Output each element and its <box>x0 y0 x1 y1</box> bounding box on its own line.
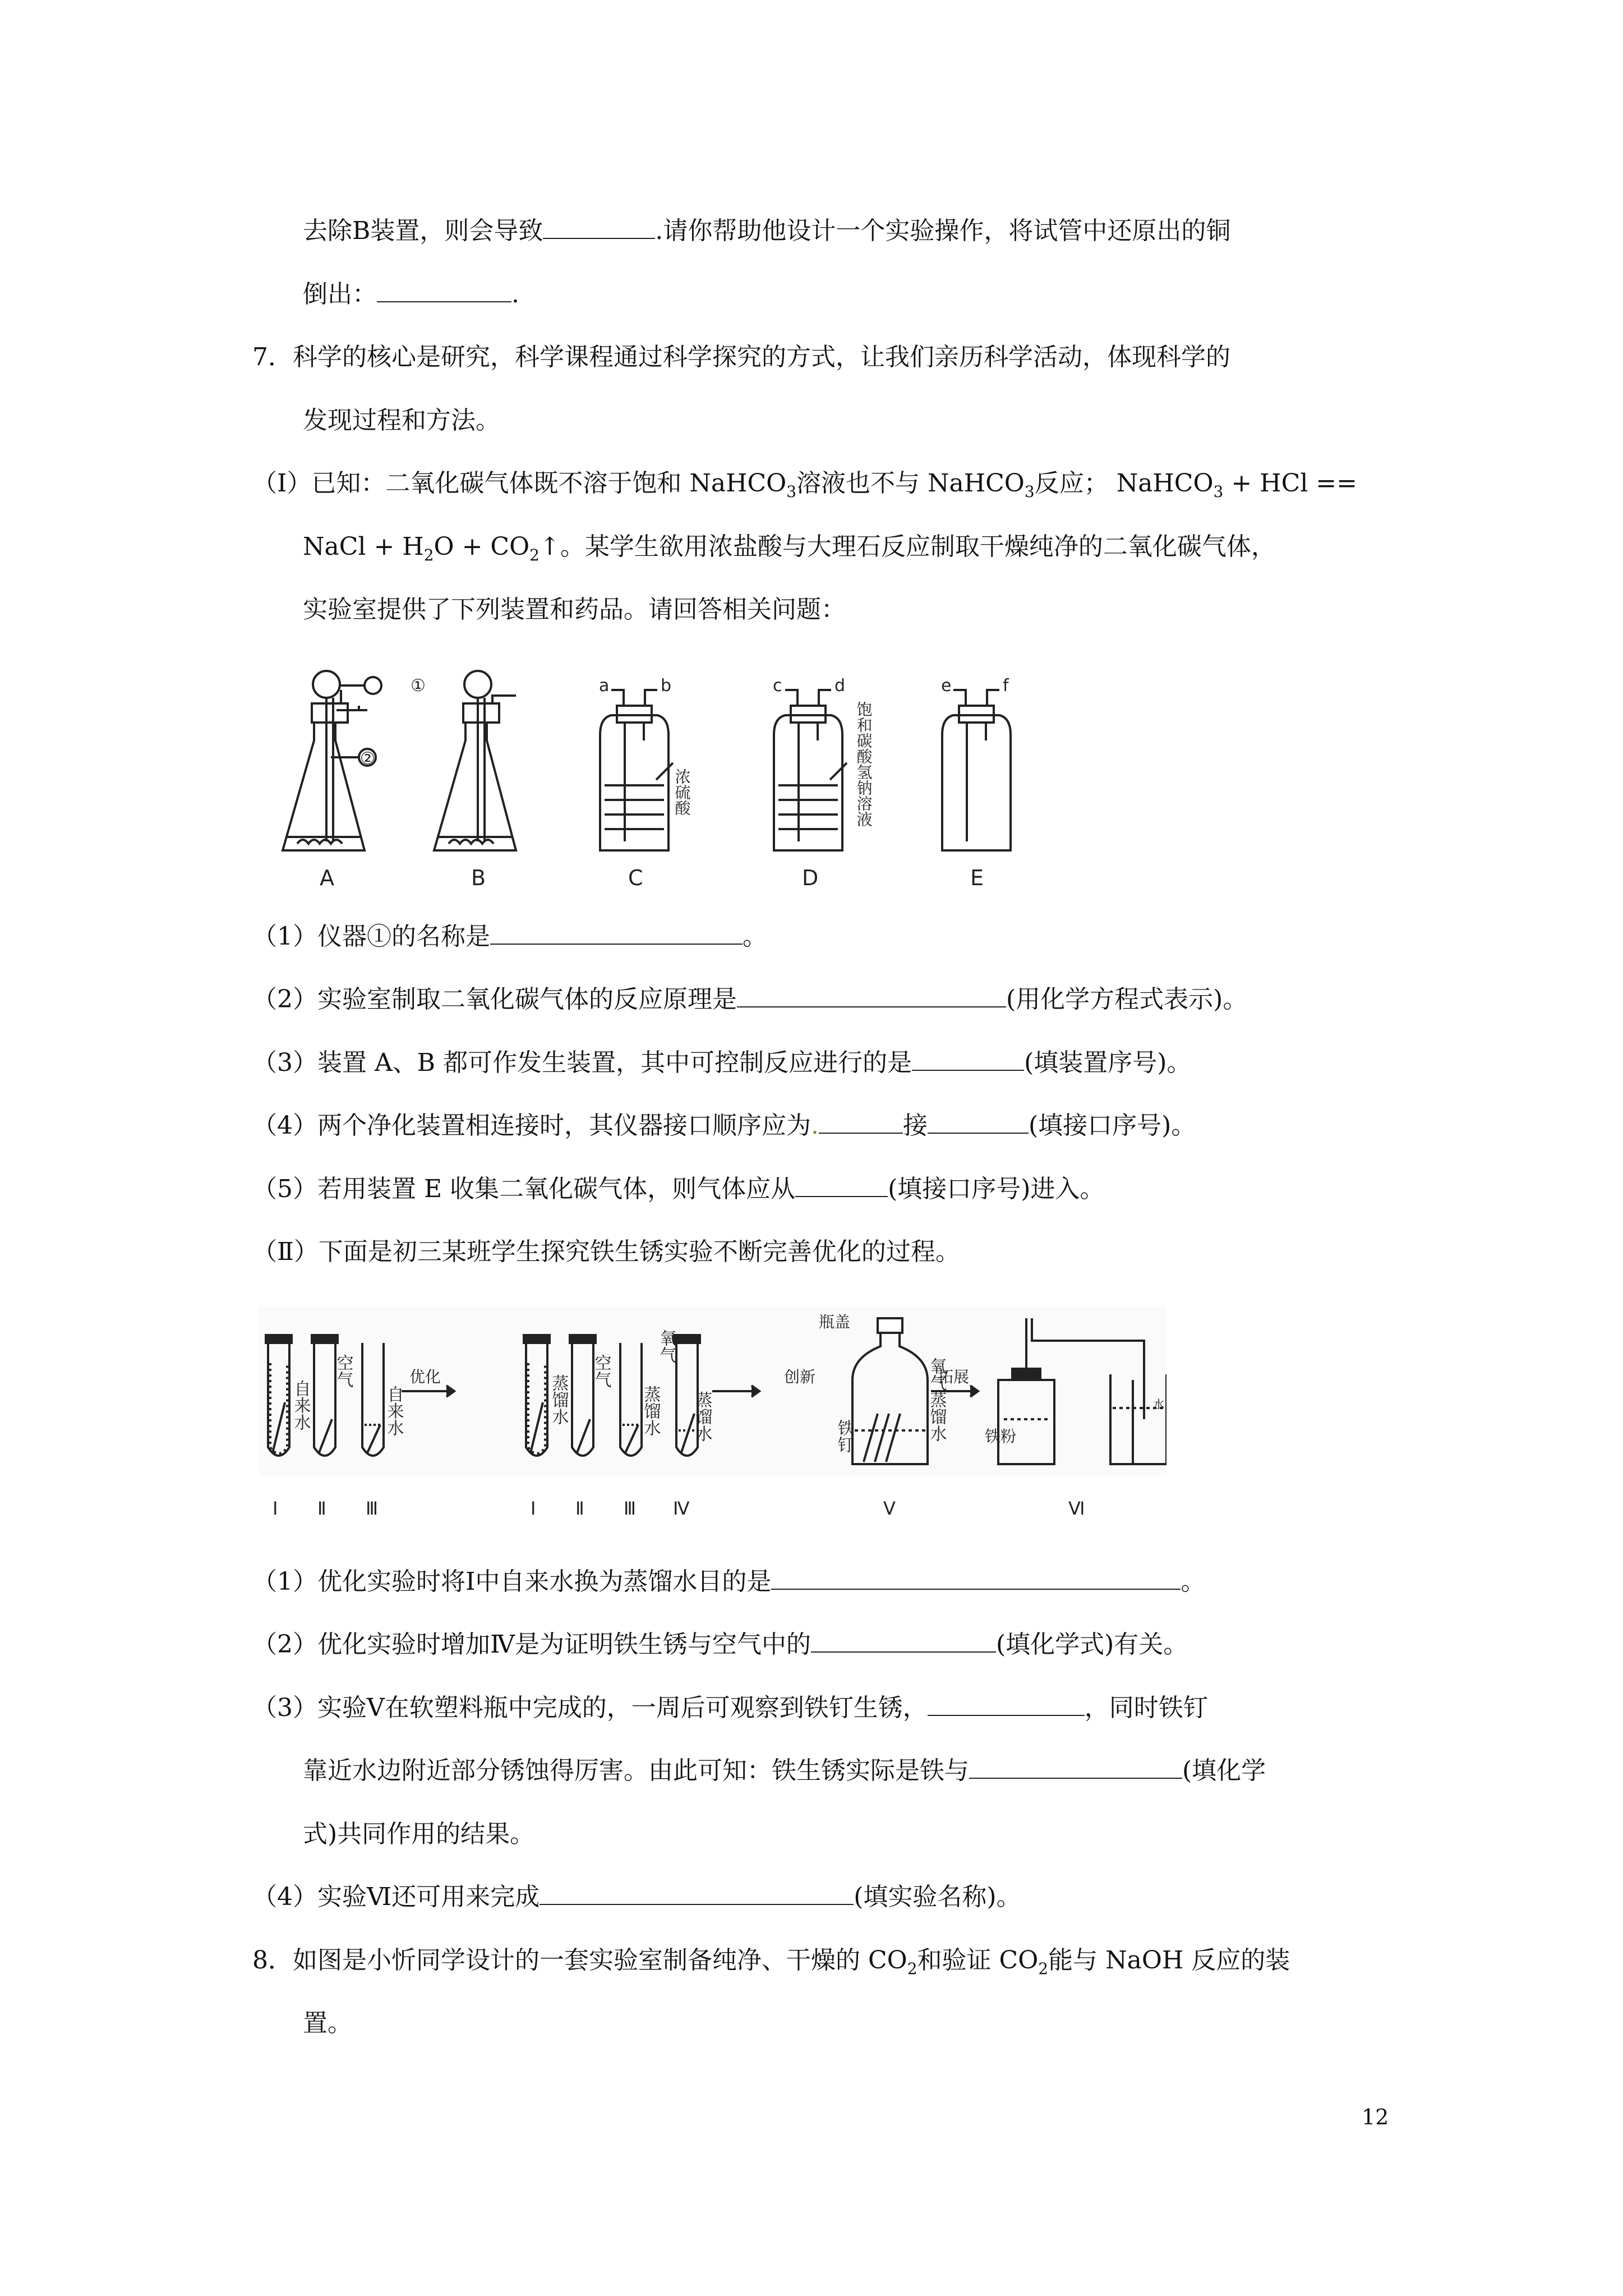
label-water: 水 <box>1153 1397 1164 1411</box>
label-oxygen-1: 氧气 <box>656 1329 676 1363</box>
label-circle-2: ② <box>360 749 375 769</box>
answer-blank[interactable] <box>819 1110 903 1134</box>
answer-blank[interactable] <box>912 1047 1024 1071</box>
part-2-intro: （Ⅱ）下面是初三某班学生探究铁生锈实验不断完善优化的过程。 <box>252 1237 960 1266</box>
label-distilled-2: 蒸馏水 <box>640 1386 661 1436</box>
roman-2b: Ⅱ <box>575 1498 584 1519</box>
port-e: e <box>941 676 952 696</box>
label-tap-water-2: 自来水 <box>384 1386 404 1436</box>
label-iron-powder: 铁粉 <box>985 1427 1017 1446</box>
port-f: f <box>1003 676 1009 696</box>
answer-blank[interactable] <box>377 279 511 302</box>
roman-2a: Ⅱ <box>317 1498 326 1519</box>
roman-4: Ⅳ <box>673 1498 690 1519</box>
line-pour-out: 倒出： . <box>303 280 519 309</box>
item-1-4: （4）两个净化装置相连接时，其仪器接口顺序应为. 接 (填接口序号)。 <box>252 1111 1196 1140</box>
label-a: A <box>320 866 334 890</box>
answer-blank[interactable] <box>540 1881 854 1905</box>
question-7-cont: 发现过程和方法。 <box>303 406 500 435</box>
port-c: c <box>773 676 782 696</box>
label-iron-nail: 铁钉 <box>834 1419 854 1453</box>
label-e: E <box>970 866 984 890</box>
roman-1b: Ⅰ <box>531 1498 536 1519</box>
item-1-1: （1）仪器①的名称是 。 <box>252 922 767 951</box>
item-2-3-cont2: 式)共同作用的结果。 <box>303 1820 535 1848</box>
item-2-4: （4）实验Ⅵ还可用来完成 (填实验名称)。 <box>252 1883 1021 1911</box>
apparatus-e <box>942 690 1011 850</box>
item-1-2: （2）实验室制取二氧化碳气体的反应原理是 (用化学方程式表示)。 <box>252 985 1248 1014</box>
label-oxygen-distilled: 氧气蒸馏水 <box>926 1358 947 1442</box>
port-b: b <box>661 676 672 696</box>
item-2-3-cont: 靠近水边附近部分锈蚀得厉害。由此可知：铁生锈实际是铁与 (填化学 <box>303 1756 1266 1785</box>
item-2-2: （2）优化实验时增加Ⅳ是为证明铁生锈与空气中的 (填化学式)有关。 <box>252 1630 1188 1659</box>
question-8: 8．如图是小忻同学设计的一套实验室制备纯净、干燥的 $CO_2$和验证 $CO_2$能与 NaOH 反应的装 <box>252 1946 1290 1978</box>
label-optimize: 优化 <box>409 1368 441 1386</box>
apparatus-figure <box>275 656 1015 892</box>
label-b: B <box>471 866 486 890</box>
roman-1a: Ⅰ <box>273 1498 278 1519</box>
label-extend: 拓展 <box>938 1368 970 1386</box>
part-1-prompt: 实验室提供了下列装置和药品。请回答相关问题： <box>303 595 846 624</box>
apparatus-d <box>774 690 847 850</box>
answer-blank[interactable] <box>795 1174 888 1197</box>
roman-3b: Ⅲ <box>624 1498 637 1519</box>
label-d: D <box>802 866 819 890</box>
roman-3a: Ⅲ <box>366 1498 379 1519</box>
port-a: a <box>599 676 610 696</box>
label-air-2: 空气 <box>591 1354 611 1388</box>
label-circle-1: ① <box>411 676 426 696</box>
answer-blank[interactable] <box>928 1692 1085 1716</box>
part-1-known: （Ⅰ）已知：二氧化碳气体既不溶于饱和 NaHCO$_3$溶液也不与 NaHCO$_3$反应； NaHCO$_3$ + HCl == <box>252 469 1358 501</box>
roman-6: Ⅵ <box>1068 1498 1085 1519</box>
part-1-equation: NaCl + $H_2O$ + $CO_2↑$。某学生欲用浓盐酸与大理石反应制取干燥纯净的二氧化碳气体， <box>303 532 1276 564</box>
answer-blank[interactable] <box>490 921 743 945</box>
label-c: C <box>628 866 643 890</box>
label-distilled-3: 蒸馏水 <box>692 1391 712 1442</box>
page-number: 12 <box>1362 2105 1389 2129</box>
answer-blank[interactable] <box>543 215 655 239</box>
answer-blank[interactable] <box>928 1110 1029 1134</box>
answer-blank[interactable] <box>811 1629 996 1653</box>
label-bottle-cap: 瓶盖 <box>819 1313 851 1331</box>
line-remove-b: 去除B装置，则会导致 .请你帮助他设计一个实验操作，将试管中还原出的铜 <box>303 217 1231 245</box>
question-8-cont: 置。 <box>303 2009 352 2037</box>
item-1-3: （3）装置 A、B 都可作发生装置，其中可控制反应进行的是 (填装置序号)。 <box>252 1048 1192 1077</box>
label-nahco3-solution: 饱和碳酸氢钠溶液 <box>854 701 873 827</box>
label-air-1: 空气 <box>333 1354 353 1388</box>
item-1-5: （5）若用装置 E 收集二氧化碳气体，则气体应从 (填接口序号)进入。 <box>252 1175 1105 1203</box>
rusting-figure <box>258 1307 1166 1537</box>
label-innovate: 创新 <box>784 1368 816 1386</box>
answer-blank[interactable] <box>737 984 1006 1007</box>
port-d: d <box>834 676 846 696</box>
item-2-1: （1）优化实验时将Ⅰ中自来水换为蒸馏水目的是 。 <box>252 1567 1206 1596</box>
roman-5: Ⅴ <box>883 1498 896 1519</box>
answer-blank[interactable] <box>969 1755 1182 1779</box>
label-conc-sulfuric-acid: 浓硫酸 <box>672 769 691 816</box>
apparatus-c <box>600 690 673 850</box>
label-distilled-1: 蒸馏水 <box>548 1374 569 1425</box>
item-2-3: （3）实验Ⅴ在软塑料瓶中完成的，一周后可观察到铁钉生锈， ，同时铁钉 <box>252 1694 1208 1722</box>
apparatus-b <box>434 671 516 850</box>
answer-blank[interactable] <box>771 1566 1181 1590</box>
question-7: 7．科学的核心是研究，科学课程通过科学探究的方式，让我们亲历科学活动，体现科学的 <box>252 343 1230 371</box>
label-tap-water: 自来水 <box>291 1380 311 1430</box>
